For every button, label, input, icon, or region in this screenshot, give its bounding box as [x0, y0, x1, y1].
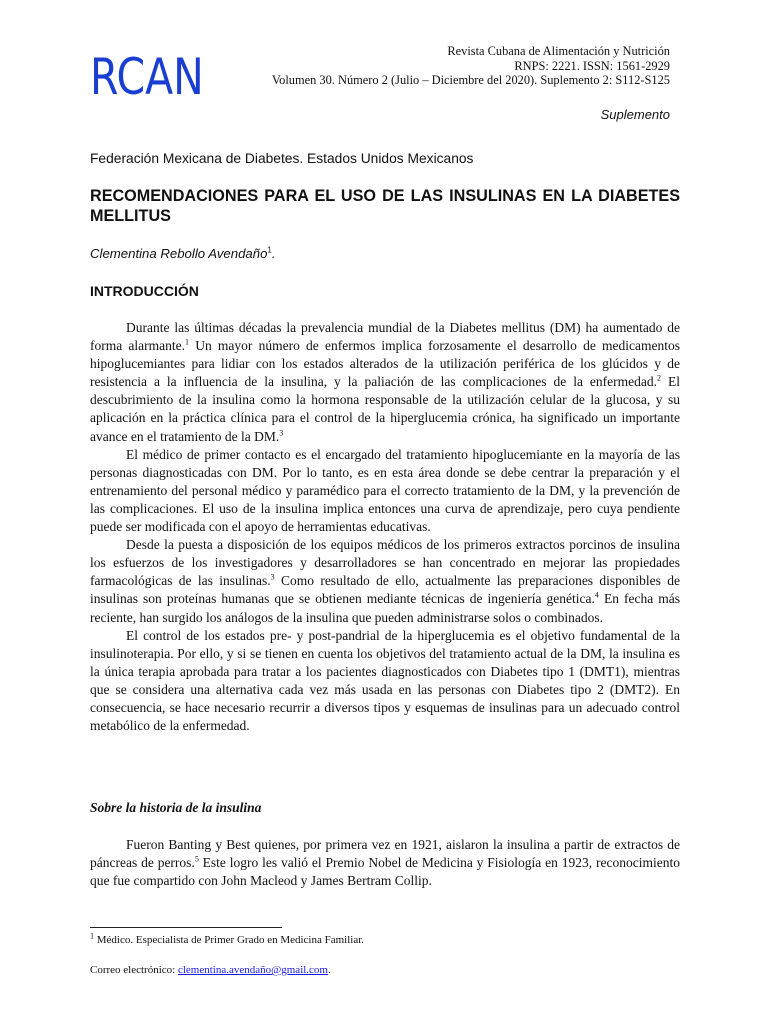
footnote-1: [90, 931, 365, 947]
citation-mark: 4: [594, 590, 599, 600]
affiliation: Federación Mexicana de Diabetes. Estados Unidos Mexicanos: [90, 151, 474, 166]
footnote-text: Médico. Especialista de Primer Grado en Medicina Familiar.: [94, 934, 365, 946]
intro-paragraph-4: El control de los estados pre- y post-pandrial de la hiperglucemia es el objetivo fundamental de la insulinoterapia. Por ello, y si se tienen en cuenta los objetivos del tratamiento actual de la DM, la insulina es la única terapia aprobada para tratar a los pacientes diagnosticados con Diabetes tipo 1 (DMT1), mientras que se considera una alternativa cada vez más usada en las personas con Diabetes tipo 2 (DMT2). En consecuencia, se hace necesario recurrir a diversos tipos y esquemas de insulinas para un adecuado control metabólico de la enfermedad.: [90, 627, 680, 734]
text-run: Un mayor número de enfermos implica forzosamente el desarrollo de medicamentos hipoglucemiantes para lidiar con los estados alterados de la utilización periférica de los glúcidos y de resistencia a la influencia de la insulina, y la paliación de las complicaciones de la enfermedad.: [90, 338, 681, 390]
author-footnote-mark: 1: [267, 245, 272, 255]
email-label: Correo electrónico:: [90, 964, 178, 976]
citation-mark: 1: [185, 337, 190, 347]
citation-mark: 3: [270, 572, 275, 582]
author-suffix: .: [271, 246, 276, 261]
text-run: El descubrimiento de la insulina como la hormona responsable de la utilización celular de la glucosa, y su aplicación en la práctica clínica para el control de la hiperglucemia crónica, ha significado un importante avance en el tratamiento de la DM.: [90, 374, 680, 444]
footnote-email: [90, 964, 331, 977]
author-name: Clementina Rebollo Avendaño: [90, 246, 268, 261]
journal-header: [272, 44, 670, 88]
email-link[interactable]: clementina.avendaño@gmail.com: [177, 964, 328, 976]
text-run: Fueron Banting y Best quienes, por primera vez en 1921, aislaron la insulina a partir de extractos de páncreas de perros.: [90, 837, 680, 871]
text-run: Como resultado de ello, actualmente las preparaciones disponibles de insulinas son proteínas humanas que se obtienen mediante técnicas de ingeniería genética.: [90, 573, 681, 607]
history-body: [90, 836, 680, 890]
footnote-separator: [90, 927, 282, 928]
intro-paragraph-3: [90, 536, 680, 626]
journal-volume-line: Volumen 30. Número 2 (Julio – Diciembre del 2020). Suplemento 2: S112-S125: [271, 73, 670, 88]
journal-rnps-issn: RNPS: 2221. ISSN: 1561-2929: [514, 58, 670, 73]
citation-mark: 3: [279, 428, 284, 438]
text-run: Este logro les valió el Premio Nobel de Medicina y Fisiología en 1923, reconocimiento que fue compartido con John Macleod y James Bertram Collip.: [90, 855, 680, 889]
article-title: RECOMENDACIONES PARA EL USO DE LAS INSULINAS EN LA DIABETES MELLITUS: [90, 187, 680, 225]
introduction-body: [90, 319, 680, 735]
author-line: [90, 246, 276, 261]
email-end: .: [328, 964, 331, 976]
journal-logo: RCAN: [90, 48, 204, 106]
history-heading: Sobre la historia de la insulina: [90, 800, 262, 815]
intro-paragraph-2: El médico de primer contacto es el encargado del tratamiento hipoglucemiante en la mayoría de las personas diagnosticadas con DM. Por lo tanto, es en esta área donde se debe centrar la preparación y el entrenamiento del personal médico y paramédico para el correcto tratamiento de la DM, y la prevención de las complicaciones. El uso de la insulina implica entonces una curva de aprendizaje, pero cuya pendiente puede ser modificada con el apoyo de herramientas educativas.: [90, 446, 680, 535]
text-run: Desde la puesta a disposición de los equipos médicos de los primeros extractos porcinos de insulina los esfuerzos de los investigadores y desarrolladores se han concentrado en mejorar las propiedades farmacológicas de las insulinas.: [90, 537, 680, 589]
citation-mark: 2: [657, 373, 662, 383]
introduction-heading: INTRODUCCIÓN: [90, 283, 199, 299]
footnote-mark: 1: [90, 931, 94, 941]
history-paragraph-1: [90, 836, 680, 890]
supplement-tag: Suplemento: [600, 107, 670, 122]
intro-paragraph-1: [90, 319, 680, 446]
citation-mark: 5: [194, 854, 199, 864]
journal-name: Revista Cubana de Alimentación y Nutrición: [447, 44, 670, 58]
text-run: En fecha más reciente, han surgido los análogos de la insulina que pueden administrarse solos o combinados.: [90, 591, 680, 625]
text-run: Durante las últimas décadas la prevalencia mundial de la Diabetes mellitus (DM) ha aumentado de forma alarmante.: [90, 320, 680, 354]
